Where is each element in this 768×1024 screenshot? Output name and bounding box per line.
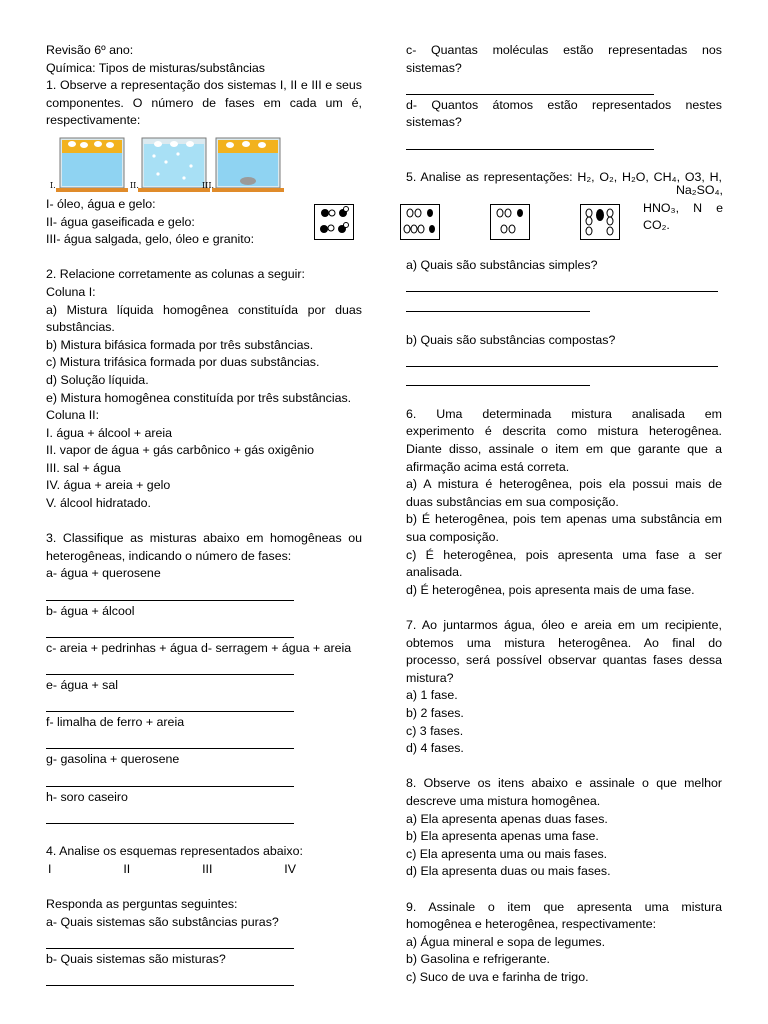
q2-line-14: V. álcool hidratado. <box>46 496 151 511</box>
q2-line-7: d) Solução líquida. <box>46 372 149 387</box>
q2-line-6: c) Mistura trifásica formada por duas substâncias. <box>46 355 320 370</box>
q6-line-4: afirmação acima está correta. <box>406 459 570 474</box>
q3-item-b: b- água + álcool <box>46 603 135 618</box>
formula-co2: CO₂. <box>643 218 670 233</box>
q3-item-g: g- gasolina + querosene <box>46 752 180 767</box>
q6-option-c: c) É heterogênea, pois apresenta uma fase a ser <box>406 547 722 562</box>
answer-line[interactable] <box>46 583 294 601</box>
answer-line[interactable] <box>406 349 718 367</box>
beaker-label-i: I. <box>50 180 56 190</box>
q7-line-3: processo, será possível observar quantas fases dessa <box>406 653 722 668</box>
answer-line[interactable] <box>406 369 590 387</box>
beaker-label-ii: II. <box>130 180 139 190</box>
q4-roman-iii: III <box>202 861 213 876</box>
q4-title: 4. Analise os esquemas representados abaixo: <box>46 844 303 859</box>
q1-item-ii: II- água gaseificada e gelo: <box>46 214 195 229</box>
q6-option-a-cont: duas substâncias em sua composição. <box>406 494 619 509</box>
q2-line-2: Coluna I: <box>46 284 96 299</box>
q2-line-9: Coluna II: <box>46 408 100 423</box>
q7-option-c: c) 3 fases. <box>406 723 464 738</box>
q1-item-i: I- óleo, água e gelo: <box>46 196 156 211</box>
answer-line[interactable] <box>46 969 294 987</box>
q4-question-a: a- Quais sistemas são substâncias puras? <box>46 914 279 929</box>
q6-option-c-cont: analisada. <box>406 565 463 580</box>
q1-line-3: respectivamente: <box>46 113 141 128</box>
q3-item-e: e- água + sal <box>46 678 118 692</box>
q6-line-2: experimento é descrita como mistura heterogênea. <box>406 424 722 439</box>
answer-line[interactable] <box>46 732 294 750</box>
q6-option-b-cont: sua composição. <box>406 530 499 545</box>
q7-option-b: b) 2 fases. <box>406 705 464 720</box>
q9-line-1: 9. Assinale o item que apresenta uma mistura <box>406 899 722 914</box>
q9-line-2: homogênea e heterogênea, respectivamente: <box>406 917 657 932</box>
q8-option-d: d) Ela apresenta duas ou mais fases. <box>406 864 611 879</box>
q4-prompt: Responda as perguntas seguintes: <box>46 897 238 912</box>
q3-line-1: 3. Classifique as misturas abaixo em homogêneas ou <box>46 531 362 546</box>
q4-roman-labels <box>46 861 296 879</box>
q9-option-a: a) Água mineral e sopa de legumes. <box>406 934 606 949</box>
q6-option-b: b) É heterogênea, pois tem apenas uma substância em <box>406 512 722 527</box>
answer-line[interactable] <box>46 695 294 713</box>
q4c-line-2: sistemas? <box>406 60 462 75</box>
beakers-illustration <box>46 136 286 194</box>
left-column <box>46 42 362 988</box>
q6-option-d: d) É heterogênea, pois apresenta mais de uma fase. <box>406 582 695 597</box>
q8-line-1: 8. Observe os itens abaixo e assinale o que melhor <box>406 776 722 791</box>
q4-roman-ii: II <box>123 861 131 876</box>
q2-line-13: IV. água + areia + gelo <box>46 478 171 493</box>
q2-line-4: substâncias. <box>46 320 115 335</box>
q9-option-c: c) Suco de uva e farinha de trigo. <box>406 969 589 984</box>
q2-line-10: I. água + álcool + areia <box>46 425 173 440</box>
beakers-figure <box>46 136 362 194</box>
q8-line-2: descreve uma mistura homogênea. <box>406 793 601 808</box>
q5-title: 5. Analise as representações: H₂, O₂, H₂O, CH₄, O3, H, <box>406 170 722 185</box>
q1-line-2: componentes. O número de fases em cada um é, <box>46 95 362 110</box>
q7-option-d: d) 4 fases. <box>406 741 464 756</box>
answer-line[interactable] <box>406 132 654 150</box>
answer-line[interactable] <box>46 657 294 675</box>
q3-line-2: heterogêneas, indicando o número de fases: <box>46 548 292 563</box>
formula-hno3-n: HNO₃, N e <box>643 200 723 215</box>
q5-question-a: a) Quais são substâncias simples? <box>406 258 598 273</box>
q2-line-8: e) Mistura homogênea constituída por três substâncias. <box>46 390 352 405</box>
q2-line-11: II. vapor de água + gás carbônico + gás oxigênio <box>46 443 314 458</box>
q4-roman-iv: IV <box>284 861 296 876</box>
answer-line[interactable] <box>46 620 294 638</box>
beaker-iii <box>212 138 284 192</box>
q4-roman-i: I <box>48 861 52 876</box>
q6-line-3: Diante disso, assinale o item em que garante que a <box>406 442 722 457</box>
beaker-ii <box>138 138 210 192</box>
answer-line[interactable] <box>46 769 294 787</box>
q7-line-1: 7. Ao juntarmos água, óleo e areia em um recipiente, <box>406 618 722 632</box>
q8-option-b: b) Ela apresenta apenas uma fase. <box>406 829 599 844</box>
q6-option-a: a) A mistura é heterogênea, pois ela possui mais de <box>406 477 722 492</box>
q2-line-1: 2. Relacione corretamente as colunas a seguir: <box>46 267 305 282</box>
formula-na2so4: Na₂SO₄, <box>675 183 723 197</box>
answer-line[interactable] <box>46 806 294 824</box>
answer-line[interactable] <box>406 294 590 312</box>
q5-question-b: b) Quais são substâncias compostas? <box>406 332 616 347</box>
q3-item-a: a- água + querosene <box>46 566 161 581</box>
q4c-line-1: c- Quantas moléculas estão representadas nos <box>406 43 722 57</box>
answer-line[interactable] <box>46 931 294 949</box>
q8-option-c: c) Ela apresenta uma ou mais fases. <box>406 846 608 861</box>
q4d-line-1: d- Quantos átomos estão representados nestes <box>406 97 722 112</box>
q3-item-h: h- soro caseiro <box>46 789 128 804</box>
beaker-i <box>56 138 128 192</box>
q7-line-2: obtemos uma mistura heterogênea. Ao final do <box>406 635 722 650</box>
answer-line[interactable] <box>406 77 654 95</box>
q7-option-a: a) 1 fase. <box>406 688 458 703</box>
q4-question-b: b- Quais sistemas são misturas? <box>46 951 226 966</box>
q2-line-3: a) Mistura líquida homogênea constituída por duas <box>46 302 362 317</box>
header-line-1: Revisão 6º ano: <box>46 43 134 57</box>
q4d-line-2: sistemas? <box>406 115 462 130</box>
answer-line[interactable] <box>406 275 718 293</box>
q2-line-5: b) Mistura bifásica formada por três substâncias. <box>46 337 314 352</box>
q3-item-f: f- limalha de ferro + areia <box>46 715 185 730</box>
right-column <box>406 42 722 986</box>
header-line-2: Química: Tipos de misturas/substâncias <box>46 60 265 75</box>
q7-line-4: mistura? <box>406 670 454 685</box>
scheme-i-molecules <box>315 205 353 239</box>
beaker-label-iii: III. <box>202 180 215 190</box>
scheme-i <box>314 204 354 240</box>
q1-line-1: 1. Observe a representação dos sistemas I, II e III e seus <box>46 78 362 93</box>
q1-item-iii: III- água salgada, gelo, óleo e granito: <box>46 232 255 247</box>
q8-option-a: a) Ela apresenta apenas duas fases. <box>406 811 608 826</box>
q2-line-12: III. sal + água <box>46 460 121 475</box>
q6-line-1: 6. Uma determinada mistura analisada em <box>406 406 722 421</box>
q9-option-b: b) Gasolina e refrigerante. <box>406 952 550 967</box>
q3-item-c: c- areia + pedrinhas + água d- serragem + água + areia <box>46 640 352 655</box>
